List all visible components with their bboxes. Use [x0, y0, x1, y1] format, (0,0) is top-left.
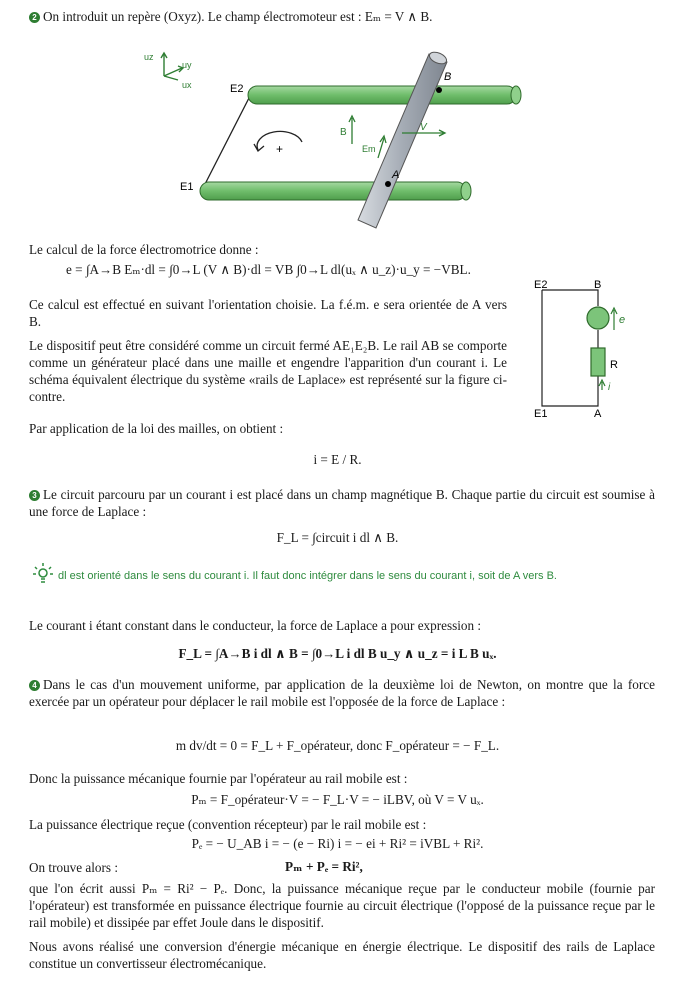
- circuit-label-e2: E2: [534, 279, 548, 291]
- section3-text-body: Le circuit parcouru par un courant i est placé dans un champ magnétique B. Chaque partie du circuit est soumise à une force de Laplace :: [29, 487, 655, 519]
- section2-bullet: 2: [29, 12, 40, 23]
- tip-text: dl est orienté dans le sens du courant i. Il faut donc intégrer dans le sens du courant i, soit de A vers B.: [58, 570, 557, 582]
- circuit-label-e1: E1: [534, 408, 548, 418]
- electric-power-equation: Pₑ = − U_AB i = − (e − Ri) i = − ei + Ri² = iVBL + Ri².: [191, 836, 484, 851]
- electric-power-intro: La puissance électrique reçue (convention récepteur) par le rail mobile est :: [29, 817, 427, 832]
- label-a: A: [392, 169, 400, 181]
- b-field-arrow: [349, 116, 355, 144]
- power-sum-equation: Pₘ + Pₑ = Ri²,: [285, 859, 363, 874]
- laplace-rails-figure: [130, 38, 540, 238]
- generator-symbol: [587, 307, 609, 329]
- power-intro: Donc la puissance mécanique fournie par l'opérateur au rail mobile est :: [29, 771, 408, 786]
- newton-equation: m dv/dt = 0 = F_L + F_opérateur, donc F_opérateur = − F_L.: [175, 738, 500, 753]
- constant-current-text: Le courant i étant constant dans le conducteur, la force de Laplace a pour expression :: [29, 618, 482, 633]
- em-label: Em: [362, 144, 376, 154]
- section2-intro: [29, 8, 655, 25]
- section3-text: [29, 486, 655, 520]
- b-field-label: B: [340, 127, 347, 138]
- point-b: [436, 87, 442, 93]
- em-arrow: [378, 136, 386, 158]
- circuit-label-a: A: [594, 408, 602, 418]
- circuit-text: Le dispositif peut être considéré comme un circuit fermé AE₁E₂B. Le rail AB se comporte comme un générateur placé dans une maille et engendre l'apparition d'un courant i. Le schéma équivalent électrique du système «rails de Laplace» est représenté sur la figure ci-contre.: [29, 338, 507, 404]
- label-e2: E2: [230, 83, 244, 95]
- axis-uz-label: uz: [144, 52, 154, 62]
- axes-triad: [161, 53, 183, 80]
- force-equation: F_L = ∫A→B i dl ∧ B = ∫0→L i dl B u_y ∧ u_z = i L B uₓ.: [178, 646, 497, 661]
- orientation-plus: +: [276, 142, 284, 156]
- circuit-label-i: i: [608, 382, 611, 393]
- axis-uy-label: uy: [182, 60, 192, 70]
- rail-e1: [200, 182, 471, 200]
- laplace-equation: F_L = ∫circuit i dl ∧ B.: [276, 530, 399, 545]
- lightbulb-icon: [32, 562, 54, 586]
- emf-equation: e = ∫A→B Eₘ·dl = ∫0→L (V ∧ B)·dl = VB ∫0→L dl(uₓ ∧ u_z)·u_y = −VBL.: [66, 262, 471, 277]
- section4-bullet: 4: [29, 680, 40, 691]
- point-a: [385, 181, 391, 187]
- equivalent-circuit-figure: [528, 278, 648, 418]
- circuit-label-e: e: [619, 314, 626, 326]
- resistor-symbol: [591, 348, 605, 376]
- calc-intro: Le calcul de la force électromotrice donne :: [29, 242, 259, 257]
- mobile-bar: [358, 50, 448, 228]
- label-e1: E1: [180, 181, 194, 193]
- found-text: On trouve alors :: [29, 860, 118, 875]
- final-text: Nous avons réalisé une conversion d'énergie mécanique en énergie électrique. Le dispositif des rails de Laplace constitue un convertisseur électromécanique.: [29, 939, 655, 971]
- circuit-label-r: R: [610, 359, 618, 371]
- mechanical-power-equation: Pₘ = F_opérateur·V = − F_L·V = − iLBV, où V = V uₓ.: [191, 792, 484, 807]
- section2-intro-text: On introduit un repère (Oxyz). Le champ électromoteur est : Eₘ = V ∧ B.: [43, 9, 433, 24]
- axis-ux-label: ux: [182, 80, 192, 90]
- velocity-label: V: [420, 122, 427, 133]
- label-b: B: [444, 71, 452, 83]
- circuit-wire: [202, 96, 250, 190]
- section3-bullet: 3: [29, 490, 40, 501]
- mesh-text: Par application de la loi des mailles, on obtient :: [29, 421, 284, 436]
- rail-e2: [248, 86, 521, 104]
- circuit-label-b: B: [594, 279, 602, 291]
- section4-text-body: Dans le cas d'un mouvement uniforme, par application de la deuxième loi de Newton, on montre que la force exercée par un opérateur pour déplacer le rail mobile est l'opposée de la force de Laplace :: [29, 677, 655, 709]
- conclusion-text: que l'on écrit aussi Pₘ = Ri² − Pₑ. Donc, la puissance mécanique reçue par le conducteur mobile (fournie par l'opérateur) est transformée en puissance électrique fournie au circuit électrique (l'opposé de la puissance reçue par le rail mobile) et dissipée par effet Joule dans le dispositif.: [29, 881, 655, 930]
- orientation-text: Ce calcul est effectué en suivant l'orientation choisie. La f.é.m. e sera orientée de A vers B.: [29, 297, 507, 329]
- current-equation: i = E / R.: [313, 452, 362, 467]
- section4-text: [29, 676, 655, 710]
